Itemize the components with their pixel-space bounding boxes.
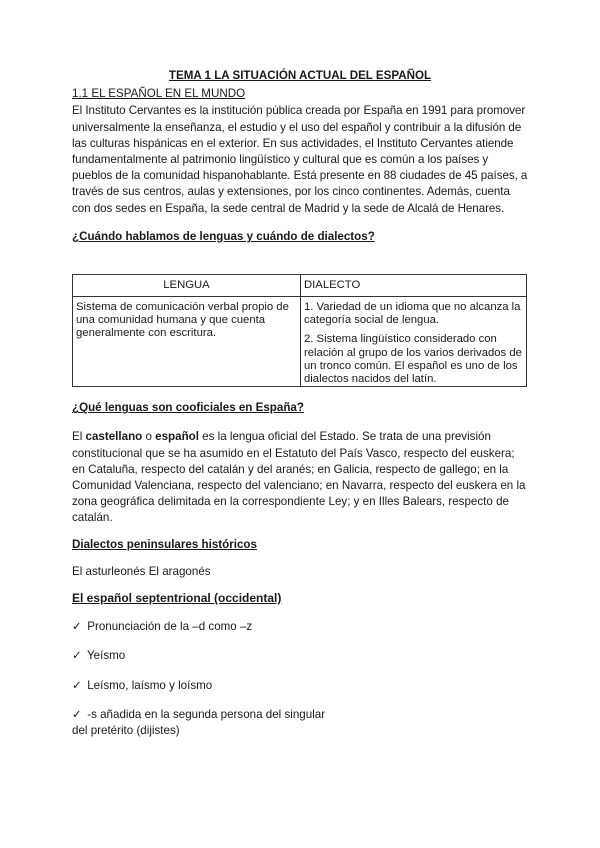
coof-text-3: es la lengua oficial del Estado. Se trata de una previsión constitucional que se ha asumido en el Estatuto del País Vasco, respecto del euskera; en Cataluña, respecto del catalán y del aranés; en Galicia, respecto de gallego; en la Comunidad Valenciana, respecto del valenciano; en Navarra, respecto del euskera en la zona geográfica delimitada en la correspondiente Ley; y en Illes Balears, respecto de catalán. — [72, 430, 526, 525]
table-header-dialecto: DIALECTO — [301, 275, 527, 297]
dialectos-historicos-heading: Dialectos peninsulares históricos — [72, 537, 257, 551]
checkmark-icon: ✓ — [72, 620, 82, 634]
feature-item — [72, 678, 528, 694]
feature-item — [72, 648, 528, 664]
feature-text: Yeísmo — [87, 649, 126, 663]
feature-text: Leísmo, laísmo y loísmo — [87, 678, 213, 692]
table-header-row — [73, 275, 527, 297]
question-cooficiales-heading: ¿Qué lenguas son cooficiales en España? — [72, 401, 304, 415]
section-subtitle: 1.1 EL ESPAÑOL EN EL MUNDO — [72, 87, 246, 101]
cooficiales-paragraph — [72, 429, 528, 526]
feature-item — [72, 619, 528, 635]
question-lenguas-dialectos-heading: ¿Cuándo hablamos de lenguas y cuándo de dialectos? — [72, 229, 375, 243]
table-row — [73, 297, 527, 387]
dialecto-definition-1: 1. Variedad de un idioma que no alcanza la categoría social de lengua. — [304, 301, 521, 327]
dialecto-definition-2: 2. Sistema lingüístico considerado con relación al grupo de los varios derivados de un tronco común. El español es uno de los dialectos nacidos del latín. — [304, 333, 522, 386]
lengua-definition-cell — [73, 297, 301, 387]
table-header-lengua: LENGUA — [73, 275, 301, 297]
coof-bold-castellano: castellano — [85, 430, 143, 444]
checkmark-icon: ✓ — [72, 649, 82, 663]
espanol-septentrional-heading: El español septentrional (occidental) — [72, 591, 282, 606]
coof-text-2: o — [142, 430, 156, 444]
document-title: TEMA 1 LA SITUACIÓN ACTUAL DEL ESPAÑOL — [168, 69, 432, 82]
coof-text-1: El — [72, 430, 86, 444]
lengua-definition: Sistema de comunicación verbal propio de una comunidad humana y que cuenta generalmente con escritura. — [76, 301, 289, 340]
feature-item — [72, 707, 342, 739]
feature-text: -s añadida en la segunda persona del singular del pretérito (dijistes) — [72, 707, 326, 738]
feature-text: Pronunciación de la –d como –z — [87, 620, 253, 634]
intro-paragraph: El Instituto Cervantes es la institución pública creada por España en 1991 para promover universalmente la enseñanza, el estudio y el uso del español y contribuir a la difusión de las culturas hispánicas en el exterior. En sus actividades, el Instituto Cervantes atiende fundamentalmente al patrimonio lingüístico y cultural que es común a los países y pueblos de la comunidad hispanohablante. Está presente en 88 ciudades de 45 países, a través de sus centros, aulas y extensiones, por los cinco continentes. Además, cuenta con dos sedes en España, la sede central de Madrid y la sede de Alcalá de Henares. — [72, 104, 528, 215]
coof-bold-espanol: español — [155, 430, 199, 444]
dialecto-definition-cell — [301, 297, 527, 387]
checkmark-icon: ✓ — [72, 707, 82, 721]
lengua-dialecto-table — [72, 274, 527, 387]
dialectos-list: El asturleonés El aragonés — [72, 564, 211, 578]
checkmark-icon: ✓ — [72, 678, 82, 692]
document-page — [72, 68, 528, 739]
